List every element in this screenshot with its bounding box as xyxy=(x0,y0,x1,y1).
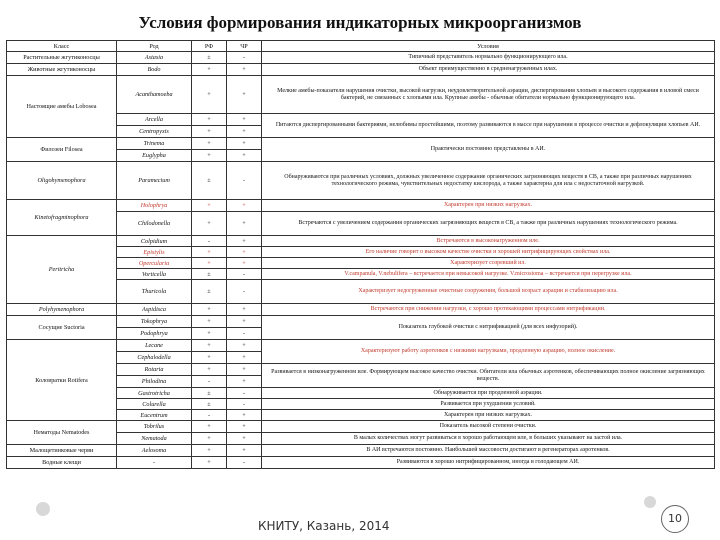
chr-cell: + xyxy=(227,352,262,364)
table-row xyxy=(7,236,715,247)
class-cell: Нематоды Nematodes xyxy=(7,421,117,445)
class-cell: Малощетинковые черви xyxy=(7,445,117,457)
chr-cell: + xyxy=(227,364,262,376)
chr-cell: + xyxy=(227,150,262,162)
rf-cell: + xyxy=(192,76,227,114)
class-cell: Oligohymenophora xyxy=(7,162,117,200)
page-title: Условия формирования индикаторных микроорганизмов xyxy=(138,13,582,32)
chr-cell: + xyxy=(227,126,262,138)
genus-cell: Trinema xyxy=(117,138,192,150)
genus-cell: Acanthamoeba xyxy=(117,76,192,114)
rf-cell: + xyxy=(192,328,227,340)
chr-cell: - xyxy=(227,457,262,469)
condition-cell: Развивается при ухудшении условий. xyxy=(262,399,715,410)
chr-cell: - xyxy=(227,162,262,200)
header-chr: ЧР xyxy=(227,41,262,52)
table-row xyxy=(7,421,715,433)
condition-cell: Мелкие амебы-показатели нарушения очистки, высокой нагрузки, неудовлетворительной аэрации, диспергирования хлопьев и высокого содержания в иловой смеси бактерий, не связанных с хлопьями ила. Крупные амебы - обычные обитатели нормально функционирующего ила. xyxy=(262,76,715,114)
condition-cell: Показатель высокой степени очистки. xyxy=(262,421,715,433)
condition-cell: В АИ встречаются постоянно. Наибольшей массовости достигают в регенераторах аэротенков. xyxy=(262,445,715,457)
rf-cell: + xyxy=(192,340,227,352)
rf-cell: + xyxy=(192,304,227,316)
class-cell: Kinetofragminophora xyxy=(7,200,117,236)
genus-cell: Rotaria xyxy=(117,364,192,376)
table-row xyxy=(7,138,715,150)
condition-cell: В малых количествах могут развиваться в хорошо работающем иле, в больших указывают на застой ила. xyxy=(262,433,715,445)
class-cell: Водные клещи xyxy=(7,457,117,469)
chr-cell: - xyxy=(227,388,262,399)
footer-text: КНИТУ, Казань, 2014 xyxy=(258,519,390,533)
genus-cell: Cephalodella xyxy=(117,352,192,364)
genus-cell: Euglypha xyxy=(117,150,192,162)
condition-cell: Обнаруживается при продленной аэрации. xyxy=(262,388,715,399)
rf-cell: ± xyxy=(192,162,227,200)
condition-cell: Характеризует созревший ил. xyxy=(262,258,715,269)
genus-cell: Epistylis xyxy=(117,247,192,258)
rf-cell: ± xyxy=(192,280,227,304)
genus-cell: Tobrilus xyxy=(117,421,192,433)
header-conditions: Условия xyxy=(262,41,715,52)
rf-cell: + xyxy=(192,114,227,126)
genus-cell: Podophrya xyxy=(117,328,192,340)
chr-cell: + xyxy=(227,138,262,150)
header-genus: Род xyxy=(117,41,192,52)
header-class: Класс xyxy=(7,41,117,52)
chr-cell: + xyxy=(227,421,262,433)
page-number: 10 xyxy=(661,505,689,533)
genus-cell: Opercularia xyxy=(117,258,192,269)
condition-cell: Развиваются в хорошо нитрифицированном, иногда в голодающем АИ. xyxy=(262,457,715,469)
genus-cell: Philodina xyxy=(117,376,192,388)
chr-cell: + xyxy=(227,258,262,269)
chr-cell: + xyxy=(227,376,262,388)
indicator-table xyxy=(6,40,715,469)
table-row xyxy=(7,76,715,114)
class-cell: Коловратки Rotifera xyxy=(7,340,117,421)
rf-cell: - xyxy=(192,410,227,421)
genus-cell: Holophrya xyxy=(117,200,192,212)
condition-cell: Характерен при низких нагрузках. xyxy=(262,410,715,421)
genus-cell: Thuricola xyxy=(117,280,192,304)
chr-cell: + xyxy=(227,64,262,76)
rf-cell: + xyxy=(192,364,227,376)
rf-cell: + xyxy=(192,200,227,212)
chr-cell: + xyxy=(227,200,262,212)
condition-cell: Характерен при низких нагрузках. xyxy=(262,200,715,212)
chr-cell: + xyxy=(227,247,262,258)
condition-cell: Практически постоянно представлены в АИ. xyxy=(262,138,715,162)
condition-cell: Развивается в низконагруженном иле. Формирующем высокое качество очистки. Обитатели ила обычных аэротенков, обеспечивающих полное окисление загрязняющих веществ. xyxy=(262,364,715,388)
rf-cell: - xyxy=(192,236,227,247)
table-row xyxy=(7,162,715,200)
genus-cell: Paramecium xyxy=(117,162,192,200)
rf-cell: + xyxy=(192,247,227,258)
genus-cell: Vorticella xyxy=(117,269,192,280)
chr-cell: + xyxy=(227,410,262,421)
genus-cell: Tokophrya xyxy=(117,316,192,328)
genus-cell: Chilodonella xyxy=(117,212,192,236)
condition-cell: Встречаются с увеличением содержания органических загрязняющих веществ в СВ, а также при различных нарушениях технологического режима. xyxy=(262,212,715,236)
table-row xyxy=(7,64,715,76)
chr-cell: - xyxy=(227,399,262,410)
genus-cell: Aspidisca xyxy=(117,304,192,316)
condition-cell: Характеризуют работу аэротенков с низкими нагрузками, продленную аэрацию, полное окисление. xyxy=(262,340,715,364)
genus-cell: Aelosoma xyxy=(117,445,192,457)
chr-cell: + xyxy=(227,114,262,126)
class-cell: Polyhymenophora xyxy=(7,304,117,316)
class-cell: Растительные жгутиконосцы xyxy=(7,52,117,64)
condition-cell: Встречаются в высоконагруженном иле. xyxy=(262,236,715,247)
rf-cell: ± xyxy=(192,269,227,280)
header-rf: РФ xyxy=(192,41,227,52)
rf-cell: + xyxy=(192,126,227,138)
genus-cell: Colpidium xyxy=(117,236,192,247)
chr-cell: + xyxy=(227,236,262,247)
chr-cell: + xyxy=(227,212,262,236)
chr-cell: + xyxy=(227,340,262,352)
class-cell: Peritricha xyxy=(7,236,117,304)
rf-cell: + xyxy=(192,258,227,269)
decor-circle-right xyxy=(644,496,656,508)
genus-cell: Colurella xyxy=(117,399,192,410)
genus-cell: Euсentrum xyxy=(117,410,192,421)
genus-cell: Bodo xyxy=(117,64,192,76)
chr-cell: - xyxy=(227,52,262,64)
table-row xyxy=(7,200,715,212)
table-row xyxy=(7,316,715,328)
table-header xyxy=(7,41,715,52)
chr-cell: - xyxy=(227,280,262,304)
chr-cell: - xyxy=(227,328,262,340)
condition-cell: Характеризует недогруженные очистные сооружения, большой возраст аэрации и стабилизацию ила. xyxy=(262,280,715,304)
table-row xyxy=(7,52,715,64)
rf-cell: + xyxy=(192,316,227,328)
rf-cell: + xyxy=(192,352,227,364)
condition-cell: Объект преимущественно в средненагруженных илах. xyxy=(262,64,715,76)
condition-cell: Типичный представитель нормально функционирующего ила. xyxy=(262,52,715,64)
table-row xyxy=(7,457,715,469)
chr-cell: - xyxy=(227,269,262,280)
rf-cell: ± xyxy=(192,399,227,410)
genus-cell: Centropyxis xyxy=(117,126,192,138)
decor-circle-left xyxy=(36,502,50,516)
chr-cell: + xyxy=(227,304,262,316)
condition-cell: Питаются диспергированными бактериями, нелюбимы простейшими, поэтому развиваются в массе при нарушении в процессе очистки и дефлокуляции хлопьев АИ. xyxy=(262,114,715,138)
genus-cell: Lecane xyxy=(117,340,192,352)
class-cell: Настоящие амебы Lobosea xyxy=(7,76,117,138)
chr-cell: + xyxy=(227,445,262,457)
rf-cell: - xyxy=(192,376,227,388)
rf-cell: + xyxy=(192,421,227,433)
class-cell: Филозеи Filosea xyxy=(7,138,117,162)
chr-cell: + xyxy=(227,433,262,445)
genus-cell: Gastrotricha xyxy=(117,388,192,399)
rf-cell: + xyxy=(192,64,227,76)
condition-cell: V.campanula, V.nebulifera – встречается при невысокой нагрузке. V.microstoma – встречается при перегрузке ила. xyxy=(262,269,715,280)
rf-cell: + xyxy=(192,445,227,457)
rf-cell: + xyxy=(192,433,227,445)
chr-cell: + xyxy=(227,76,262,114)
genus-cell: Arcella xyxy=(117,114,192,126)
rf-cell: + xyxy=(192,138,227,150)
table-row xyxy=(7,304,715,316)
class-cell: Сосущие Suctoria xyxy=(7,316,117,340)
chr-cell: + xyxy=(227,316,262,328)
condition-cell: Его наличие говорит о высоком качестве очистки и хорошей нитрифицирующих свойствах ила. xyxy=(262,247,715,258)
condition-cell: Обнаруживаются при различных условиях, должных увеличенное содержание органических загрязняющих веществ в СВ, а также при различных нарушениях технологического режима, чувствительных недостатку кислорода, а также характерна для ила с недостаточной нагрузкой. xyxy=(262,162,715,200)
condition-cell: Показатель глубокой очистки с нитрификацией (для всех инфузорий). xyxy=(262,316,715,340)
rf-cell: + xyxy=(192,150,227,162)
genus-cell: Nematoda xyxy=(117,433,192,445)
condition-cell: Встречаются при снижении нагрузки, с хорошо протекающими процессами нитрификации. xyxy=(262,304,715,316)
table-row xyxy=(7,340,715,352)
class-cell: Животные жгутиконосцы xyxy=(7,64,117,76)
genus-cell: Astasia xyxy=(117,52,192,64)
genus-cell: - xyxy=(117,457,192,469)
rf-cell: ± xyxy=(192,52,227,64)
rf-cell: ± xyxy=(192,388,227,399)
rf-cell: + xyxy=(192,212,227,236)
table-row xyxy=(7,445,715,457)
rf-cell: + xyxy=(192,457,227,469)
